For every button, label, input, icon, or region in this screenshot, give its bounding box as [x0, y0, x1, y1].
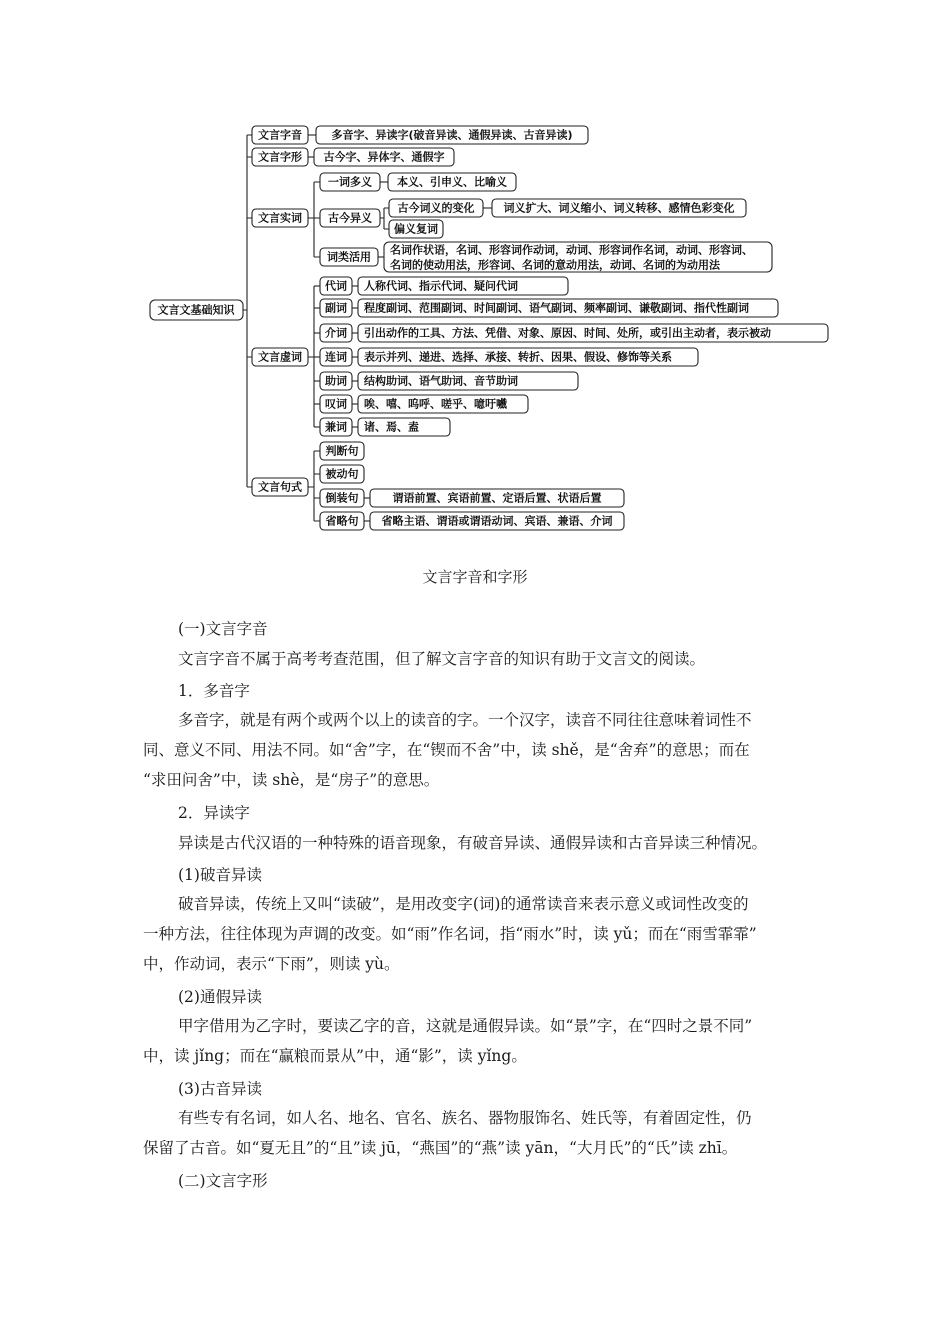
svg-text:倒装句: 倒装句: [325, 491, 359, 505]
xu-ci-label: 助词: [325, 374, 347, 388]
svg-text:名词作状语，名词、形容词作动词，动词、形容词作名词，动词、形: 名词作状语，名词、形容词作动词，动词、形容词作名词，动词、形容词、: [390, 243, 753, 257]
knowledge-tree-diagram: [0, 0, 950, 545]
svg-text:文言实词: 文言实词: [258, 211, 302, 225]
node-shi-ci: [252, 173, 772, 272]
root-label: 文言文基础知识: [157, 303, 235, 317]
node-zi-yin: [252, 126, 588, 144]
svg-text:文言字形: 文言字形: [258, 150, 302, 164]
xu-ci-label: 兼词: [325, 420, 347, 434]
svg-text:谓语前置、宾语前置、定语后置、状语后置: 谓语前置、宾语前置、定语后置、状语后置: [392, 491, 602, 505]
xu-ci-row: [314, 395, 528, 413]
root-node: [150, 300, 243, 320]
node-zi-xing: [252, 148, 454, 166]
paragraph-duo-yin-zi: 多音字，就是有两个或两个以上的读音的字。一个汉字，读音不同往往意味着词性不 同、意义不同、用法不同。如“舍”字，在“锲而不舍”中，读 shě，是“舍弃”的意思；而在 “求田问舍”中，读 shè，是“房子”的意思。: [143, 711, 752, 789]
xu-ci-detail: 引出动作的工具、方法、凭借、对象、原因、时间、处所，或引出主动者，表示被动: [364, 326, 771, 340]
xu-ci-row: [314, 277, 568, 295]
node-ju-shi: [252, 442, 624, 530]
svg-text:判断句: 判断句: [325, 444, 359, 458]
xu-ci-row: [314, 299, 778, 317]
paragraph-tong-jia-yi-du: 甲字借用为乙字时，要读乙字的音，这就是通假异读。如“景”字，在“四时之景不同” 中，读 jǐng；而在“赢粮而景从”中，通“影”，读 yǐng。: [143, 1017, 753, 1065]
paragraph-gu-yin-yi-du: 有些专有名词，如人名、地名、官名、族名、器物服饰名、姓氏等，有着固定性，仍 保留了古音。如“夏无且”的“且”读 jū，“燕国”的“燕”读 yān，“大月氏”的“氏”读 zhī。: [143, 1109, 752, 1157]
xu-ci-detail: 结构助词、语气助词、音节助词: [364, 374, 518, 388]
svg-text:省略主语、谓语或谓语动词、宾语、兼语、介词: 省略主语、谓语或谓语动词、宾语、兼语、介词: [381, 514, 613, 528]
paragraph-yi-du-zi: 异读是古代汉语的一种特殊的语音现象，有破音异读、通假异读和古音异读三种情况。: [178, 834, 768, 852]
svg-text:文言字音: 文言字音: [258, 128, 302, 142]
xu-ci-label: 连词: [325, 350, 347, 364]
xu-ci-label: 叹词: [325, 397, 347, 411]
svg-text:名词的使动用法，形容词、名词的意动用法，动词、名词的为动用法: 名词的使动用法，形容词、名词的意动用法，动词、名词的为动用法: [390, 258, 720, 272]
intro-paragraph: 文言字音不属于高考考查范围，但了解文言字音的知识有助于文言文的阅读。: [178, 650, 706, 668]
xu-ci-label: 副词: [325, 301, 347, 315]
xu-ci-detail: 程度副词、范围副词、时间副词、语气副词、频率副词、谦敬副词、指代性副词: [364, 301, 749, 315]
xu-ci-row: [314, 348, 698, 366]
xu-ci-row: [314, 324, 828, 342]
xu-ci-detail: 表示并列、递进、选择、承接、转折、因果、假设、修饰等关系: [364, 350, 672, 364]
xu-ci-row: [314, 418, 450, 436]
heading-yi-du-zi: 2．异读字: [178, 804, 250, 822]
svg-text:偏义复词: 偏义复词: [394, 222, 438, 236]
svg-text:一词多义: 一词多义: [328, 175, 372, 189]
svg-text:文言句式: 文言句式: [258, 480, 302, 494]
paragraph-po-yin-yi-du: 破音异读，传统上又叫“读破”，是用改变字(词)的通常读音来表示意义或词性改变的 一种方法，往往体现为声调的改变。如“雨”作名词，指“雨水”时，读 yǔ；而在“雨雪霏霏” 中，作动词，表示“下雨”，则读 yù。: [143, 895, 757, 973]
heading-wen-yan-zi-yin: (一)文言字音: [178, 620, 268, 638]
xu-ci-row: [314, 372, 578, 390]
svg-text:被动句: 被动句: [325, 467, 359, 481]
svg-text:本义、引申义、比喻义: 本义、引申义、比喻义: [397, 175, 507, 189]
svg-text:古今异义: 古今异义: [328, 211, 372, 225]
xu-ci-label: 介词: [325, 326, 347, 340]
svg-text:省略句: 省略句: [325, 514, 359, 528]
heading-gu-yin-yi-du: (3)古音异读: [178, 1080, 262, 1098]
svg-text:词义扩大、词义缩小、词义转移、感情色彩变化: 词义扩大、词义缩小、词义转移、感情色彩变化: [503, 201, 735, 215]
xu-ci-detail: 唉、嘻、呜呼、嗟乎、噫吁嚱: [364, 397, 507, 411]
heading-wen-yan-zi-xing: (二)文言字形: [178, 1172, 268, 1190]
heading-duo-yin-zi: 1．多音字: [178, 682, 250, 700]
svg-text:文言虚词: 文言虚词: [258, 350, 302, 364]
heading-po-yin-yi-du: (1)破音异读: [178, 866, 262, 884]
section-title: 文言字音和字形: [422, 568, 528, 586]
svg-text:古今词义的变化: 古今词义的变化: [397, 201, 475, 215]
xu-ci-detail: 诸、焉、盍: [364, 420, 419, 434]
xu-ci-label: 代词: [325, 279, 347, 293]
zi-xing-detail: 古今字、异体字、通假字: [323, 150, 445, 164]
svg-text:词类活用: 词类活用: [327, 250, 371, 264]
node-xu-ci: [252, 277, 828, 436]
xu-ci-detail: 人称代词、指示代词、疑问代词: [364, 279, 518, 293]
heading-tong-jia-yi-du: (2)通假异读: [178, 988, 262, 1006]
zi-yin-detail: 多音字、异读字(破音异读、通假异读、古音异读): [331, 128, 573, 142]
